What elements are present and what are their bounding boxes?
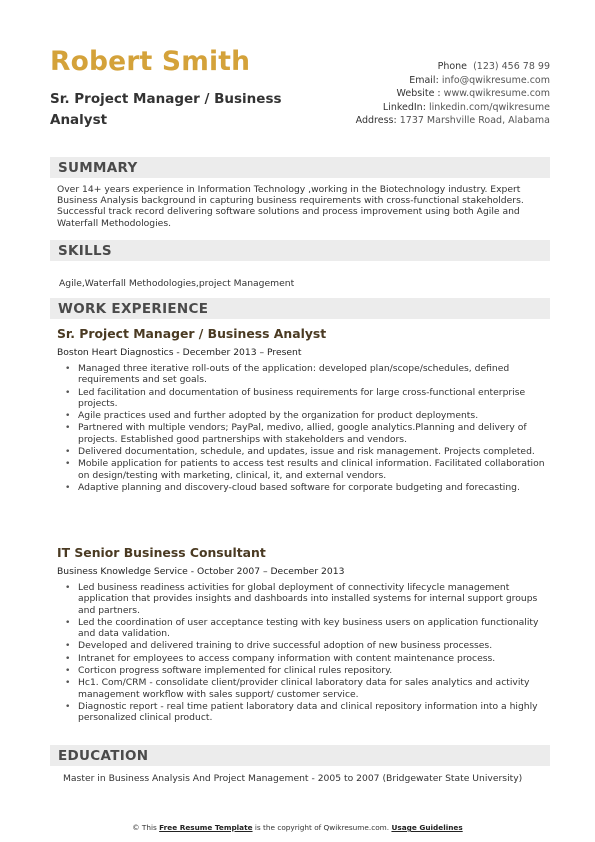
job-bullet: • Intranet for employees to access company information with content maintenance process. <box>63 653 553 664</box>
summary-text: Over 14+ years experience in Information Technology ,working in the Biotechnology industry. Expert Business Analysis background in capturing business requirements with cross-functional stakeholders. Successful track record delivering software solutions and process improvement using both Agile and Waterfall Methodologies. <box>57 184 524 229</box>
summary-heading: SUMMARY <box>58 160 138 176</box>
website-label: Website : <box>396 88 441 99</box>
experience-heading: WORK EXPERIENCE <box>58 301 209 317</box>
job-bullet: • Managed three iterative roll-outs of the application: developed plan/scope/schedules, defined requirements and set goals. <box>63 363 553 386</box>
linkedin-link[interactable]: linkedin.com/qwikresume <box>428 101 550 113</box>
education-heading: EDUCATION <box>58 748 149 764</box>
job-bullet: • Led business readiness activities for global deployment of connectivity lifecycle management application that provides insights and dashboards into installed systems for internal support groups and partners. <box>63 582 553 616</box>
phone-value: (123) 456 78 99 <box>473 61 550 72</box>
job-bullet: • Corticon progress software implemented for clinical rules repository. <box>63 665 553 676</box>
job-bullets <box>63 582 553 725</box>
contact-linkedin <box>356 101 550 115</box>
experience-section-header <box>50 298 550 319</box>
candidate-title: Sr. Project Manager / Business Analyst <box>50 91 282 128</box>
contact-email <box>356 74 550 88</box>
contact-address <box>356 114 550 128</box>
job-bullet: • Diagnostic report - real time patient laboratory data and clinical repository information into a highly personalized clinical product. <box>63 701 553 724</box>
contact-block <box>356 60 550 128</box>
skills-heading: SKILLS <box>58 243 112 259</box>
job-bullet: • Mobile application for patients to access test results and clinical information. Facilitated collaboration on design/testing with marketing, clinical, it, and external vendors. <box>63 458 553 481</box>
website-link[interactable]: www.qwikresume.com <box>443 88 550 99</box>
job-bullet: • Hc1. Com/CRM - consolidate client/provider clinical laboratory data for sales analytics and activity management workflow with sales support/ customer service. <box>63 677 553 700</box>
free-resume-template-link[interactable]: Free Resume Template <box>159 823 253 832</box>
job-bullet: • Led facilitation and documentation of business requirements for large cross-functional enterprise projects. <box>63 387 553 410</box>
email-label: Email: <box>409 74 439 86</box>
usage-guidelines-link[interactable]: Usage Guidelines <box>391 823 463 832</box>
contact-phone <box>356 60 550 74</box>
footer <box>0 823 595 832</box>
education-section-header <box>50 745 550 766</box>
phone-label: Phone <box>437 61 468 72</box>
footer-middle-text: is the copyright of Qwikresume.com. <box>254 823 390 832</box>
education-text: Master in Business Analysis And Project Management - 2005 to 2007 (Bridgewater State University) <box>63 773 523 784</box>
job-bullet: • Led the coordination of user acceptance testing with key business users on application functionality and data validation. <box>63 617 553 640</box>
address-label: Address: <box>355 115 397 126</box>
address-value: 1737 Marshville Road, Alabama <box>399 115 550 126</box>
job-bullet: • Developed and delivered training to drive successful adoption of new business processes. <box>63 640 553 651</box>
job-bullet: • Delivered documentation, schedule, and updates, issue and risk management. Projects completed. <box>63 446 553 457</box>
candidate-name: Robert Smith <box>50 46 251 77</box>
job-title: Sr. Project Manager / Business Analyst <box>57 326 327 341</box>
footer-copyright: © This <box>132 823 157 832</box>
job-company: Boston Heart Diagnostics - December 2013 – Present <box>57 347 302 358</box>
email-link[interactable]: info@qwikresume.com <box>441 74 550 86</box>
skills-section-header <box>50 240 550 261</box>
job-company: Business Knowledge Service - October 2007 – December 2013 <box>57 566 345 577</box>
contact-website <box>356 87 550 101</box>
skills-text: Agile,Waterfall Methodologies,project Management <box>59 278 295 289</box>
job-title: IT Senior Business Consultant <box>57 545 266 560</box>
job-bullets <box>63 363 553 494</box>
linkedin-label: LinkedIn: <box>382 101 426 113</box>
job-bullet: • Partnered with multiple vendors; PayPal, medivo, allied, google analytics.Planning and delivery of projects. Established good partnerships with stakeholders and vendors. <box>63 422 553 445</box>
job-bullet: • Adaptive planning and discovery-cloud based software for corporate budgeting and forecasting. <box>63 482 553 493</box>
summary-section-header <box>50 157 550 178</box>
job-bullet: • Agile practices used and further adopted by the organization for product deployments. <box>63 410 553 421</box>
